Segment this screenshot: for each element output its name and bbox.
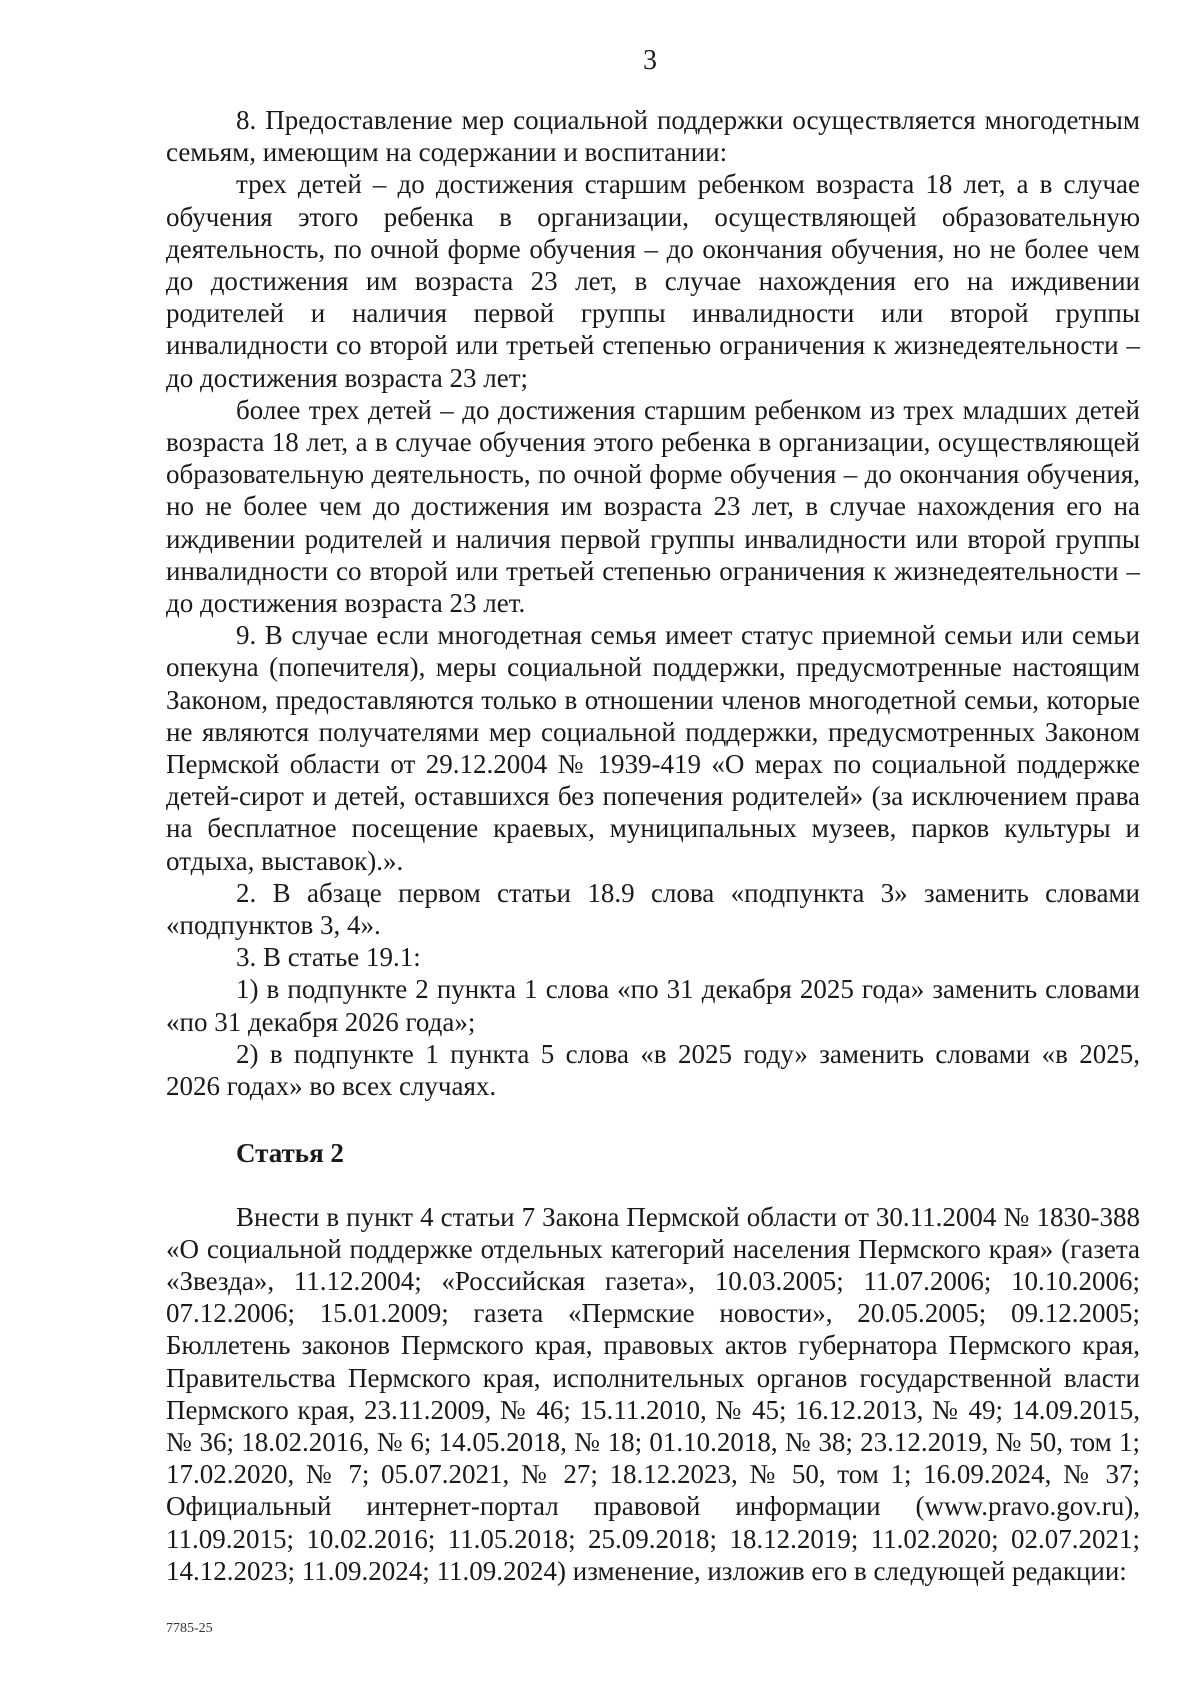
paragraph-item-3: 3. В статье 19.1:: [236, 942, 421, 973]
document-body: [166, 104, 1140, 1587]
article-2-paragraph: Внести в пункт 4 статьи 7 Закона Пермской области от 30.11.2004 № 1830-388 «О социальной поддержке отдельных категорий населения Пермского края» (газета «Звезда», 11.12.2004; «Российская газета», 10.03.2005; 11.07.2006; 10.10.2006; 07.12.2006; 15.01.2009; газета «Пермские новости», 20.05.2005; 09.12.2005; Бюллетень законов Пермского края, правовых актов губернатора Пермского края, Правительства Пермского края, исполнительных органов государственной власти Пермского края, 23.11.2009, № 46; 15.11.2010, № 45; 16.12.2013, № 49; 14.09.2015, № 36; 18.02.2016, № 6; 14.05.2018, № 18; 01.10.2018, № 38; 23.12.2019, № 50, том 1; 17.02.2020, № 7; 05.07.2021, № 27; 18.12.2023, № 50, том 1; 16.09.2024, № 37; Официальный интернет-портал правовой информации (www.pravo.gov.ru), 11.09.2015; 10.02.2016; 11.05.2018; 25.09.2018; 18.12.2019; 11.02.2020; 02.07.2021; 14.12.2023; 11.09.2024; 11.09.2024) изменение, изложив его в следующей редакции:: [166, 1201, 1140, 1586]
page-number: 3: [643, 45, 657, 76]
paragraph-three-children: трех детей – до достижения старшим ребенком возраста 18 лет, а в случае обучения этого ребенка в организации, осуществляющей образовательную деятельность, по очной форме обучения – до окончания обучения, но не более чем до достижения им возраста 23 лет, в случае нахождения его на иждивении родителей и наличия первой группы инвалидности или второй группы инвалидности со второй или третьей степенью ограничения к жизнедеятельности – до достижения возраста 23 лет;: [166, 169, 1140, 393]
paragraph-subitem-1: 1) в подпункте 2 пункта 1 слова «по 31 декабря 2025 года» заменить словами «по 31 декабря 2026 года»;: [166, 974, 1140, 1037]
paragraph-item-2: 2. В абзаце первом статьи 18.9 слова «подпункта 3» заменить словами «подпунктов 3, 4».: [166, 877, 1140, 941]
paragraph-more-than-three-children: более трех детей – до достижения старшим ребенком из трех младших детей возраста 18 лет, а в случае обучения этого ребенка в организации, осуществляющей образовательную деятельность, по очной форме обучения – до окончания обучения, но не более чем до достижения им возраста 23 лет, в случае нахождения его на иждивении родителей и наличия первой группы инвалидности или второй группы инвалидности со второй или третьей степенью ограничения к жизнедеятельности – до достижения возраста 23 лет.: [166, 394, 1140, 619]
paragraph-subitem-2: 2) в подпункте 1 пункта 5 слова «в 2025 году» заменить словами «в 2025, 2026 годах» во всех случаях.: [166, 1038, 1140, 1102]
paragraph-8: 8. Предоставление мер социальной поддержки осуществляется многодетным семьям, имеющим на содержании и воспитании:: [166, 105, 1140, 168]
paragraph-9: 9. В случае если многодетная семья имеет статус приемной семьи или семьи опекуна (попечителя), меры социальной поддержки, предусмотренные настоящим Законом, предоставляются только в отношении членов многодетной семьи, которые не являются получателями мер социальной поддержки, предусмотренных Законом Пермской области от 29.12.2004 № 1939-419 «О мерах по социальной поддержке детей-сирот и детей, оставшихся без попечения родителей» (за исключением права на бесплатное посещение краевых, муниципальных музеев, парков культуры и отдыха, выставок).».: [166, 620, 1140, 876]
footer-code: 7785-25: [166, 1621, 213, 1636]
article-heading: Статья 2: [236, 1138, 344, 1169]
